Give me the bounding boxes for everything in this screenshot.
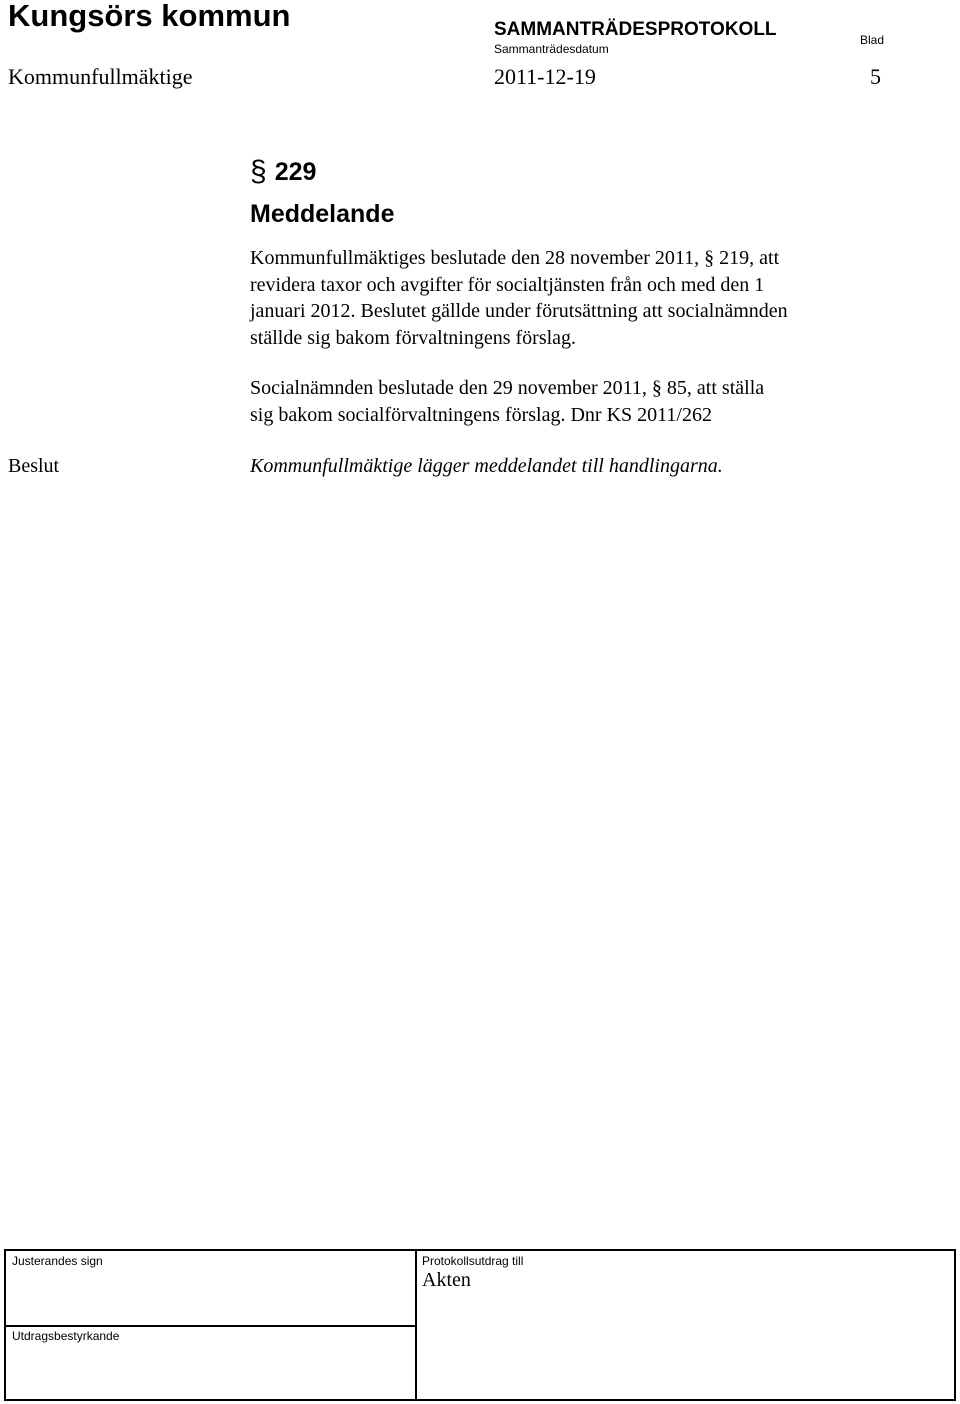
paragraph-background (250, 245, 910, 351)
extract-recipient-label: Protokollsutdrag till (422, 1254, 524, 1268)
paragraph-line: sig bakom socialförvaltningens förslag. Dnr KS 2011/262 (250, 403, 712, 426)
sheet-label: Blad (860, 33, 885, 47)
signature-footer-table (4, 1249, 956, 1401)
paragraph-line: revidera taxor och avgifter för socialtjänsten från och med den 1 (250, 273, 765, 296)
sheet-number: 5 (870, 64, 881, 89)
section-number: 229 (274, 157, 317, 186)
organization-name: Kungsörs kommun (8, 0, 291, 33)
paragraph-social-committee (250, 375, 910, 428)
adjuster-signature-label: Justerandes sign (12, 1254, 103, 1268)
paragraph-line: Kommunfullmäktiges beslutade den 28 november 2011, § 219, att (250, 247, 780, 269)
decision-text: Kommunfullmäktige lägger meddelandet till handlingarna. (250, 455, 723, 477)
paragraph-line: ställde sig bakom förvaltningens förslag. (250, 326, 577, 349)
meeting-date-label: Sammanträdesdatum (494, 42, 609, 56)
protocol-title: SAMMANTRÄDESPROTOKOLL (494, 19, 777, 40)
extract-certifier-label: Utdragsbestyrkande (12, 1329, 120, 1343)
section-title: Meddelande (250, 200, 395, 228)
meeting-date: 2011-12-19 (494, 64, 596, 89)
extract-recipient-value: Akten (422, 1269, 471, 1291)
section-symbol: § (250, 155, 267, 188)
section-heading (250, 155, 316, 189)
decision-label: Beslut (8, 455, 60, 477)
body-name: Kommunfullmäktige (8, 64, 193, 89)
paragraph-line: januari 2012. Beslutet gällde under förutsättning att socialnämnden (250, 300, 788, 322)
footer-divider-horizontal (6, 1325, 416, 1327)
paragraph-line: Socialnämnden beslutade den 29 november 2011, § 85, att ställa (250, 377, 765, 399)
